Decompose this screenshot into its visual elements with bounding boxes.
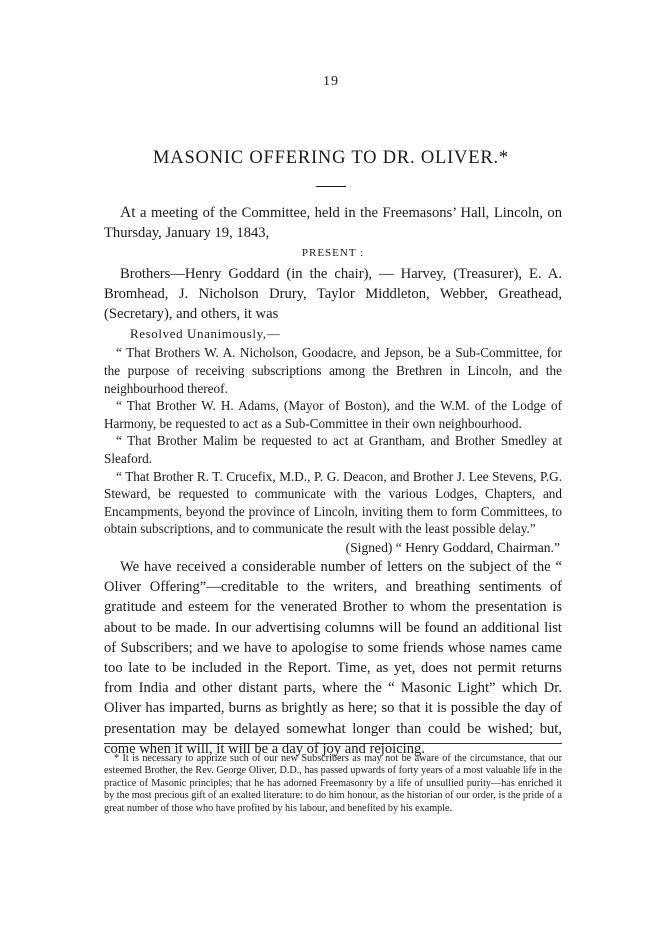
resolutions-block [104,344,562,538]
intro-text: a meeting of the Committee, held in the Freemasons’ Hall, Lincoln, on Thursday, January 19, 1843, [104,205,562,242]
footnote-divider [104,743,562,744]
footnote: * It is necessary to apprize such of our new Subscribers as may not be aware of the circumstance, that our esteemed Brother, the Rev. George Oliver, D.D., has passed upwards of forty years of a most valuable life in the practice of Masonic principles; that he has adorned Freemasonry by a life of unsullied purity—has enriched it by the most precious gift of an exalted literature: to do him honour, as the historian of our order, is the pride of a great number of those who have profited by his labour, and benefited by his example. [104,753,562,814]
resolution-item: “ That Brothers W. A. Nicholson, Goodacre, and Jepson, be a Sub-Committee, for the purpose of receiving subscriptions among the Brethren in Lincoln, and the neighbourhood thereof. [104,345,562,396]
resolution-item: “ That Brother R. T. Crucefix, M.D., P. G. Deacon, and Brother J. Lee Stevens, P.G. Steward, be requested to communicate with the various Lodges, Chapters, and Encampments, beyond the province of Lincoln, inviting them to form Committees, to obtain subscriptions, and to communicate the result with the least possible delay.” [104,468,562,537]
signature-line: (Signed) “ Henry Goddard, Chairman.” [345,539,560,555]
main-paragraph: We have received a considerable number of letters on the subject of the “ Oliver Offering”—creditable to the writers, and breathing sentiments of gratitude and esteem for the venerated Brother to whom the presentation is about to be made. In our advertising columns will be found an additional list of Subscribers; and we have to apologise to some friends whose names came too late to be included in the Report. Time, as yet, does not permit returns from India and other distant parts, where the “ Masonic Light” which Dr. Oliver has imparted, burns as brightly as here; so that it is possible the day of presentation may be delayed somewhat longer than could be wished; but, come when it will, it will be a day of joy and rejoicing. [104,558,562,757]
present-label: PRESENT : [301,247,365,260]
article-body [104,203,562,759]
page-number: 19 [323,74,339,89]
present-paragraph: Brothers—Henry Goddard (in the chair), — Harvey, (Treasurer), E. A. Bromhead, J. Nicholson Drury, Taylor Middleton, Webber, Greathead, (Secretary), and others, it was [104,265,562,323]
title-divider [316,186,346,187]
intro-first-word: At [120,204,136,221]
article-title: MASONIC OFFERING TO DR. OLIVER.* [153,148,509,168]
resolution-item: “ That Brother W. H. Adams, (Mayor of Boston), and the W.M. of the Lodge of Harmony, be requested to act as a Sub-Committee in their own neighbourhood. [104,398,562,431]
intro-paragraph [104,203,562,243]
resolved-label: Resolved Unanimously,— [130,326,281,342]
resolution-item: “ That Brother Malim be requested to act at Grantham, and Brother Smedley at Sleaford. [104,433,562,466]
